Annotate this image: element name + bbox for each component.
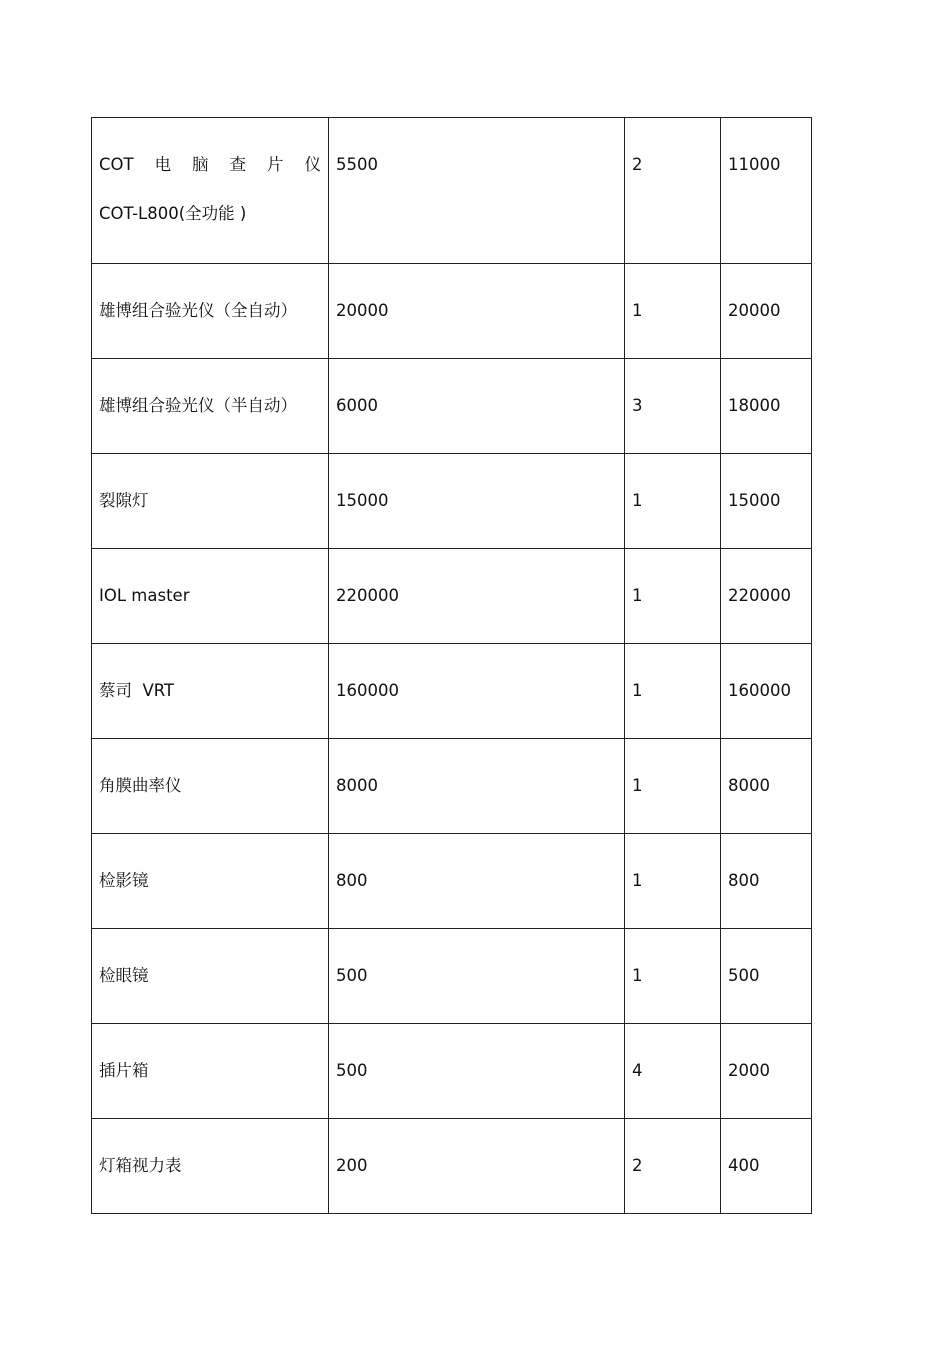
total-cell: 400 [721, 1119, 812, 1214]
unit-price-cell: 800 [329, 834, 625, 929]
unit-price-cell: 160000 [329, 644, 625, 739]
unit-price-cell: 220000 [329, 549, 625, 644]
quantity-cell [625, 118, 721, 264]
item-name-cell: 蔡司 VRT [92, 644, 329, 739]
unit-price-cell: 500 [329, 1024, 625, 1119]
unit-price-cell: 8000 [329, 739, 625, 834]
item-name-part: 仪 [304, 154, 321, 174]
quantity-cell: 1 [625, 549, 721, 644]
quantity-cell: 2 [625, 1119, 721, 1214]
total-cell: 15000 [721, 454, 812, 549]
unit-price-cell [329, 118, 625, 264]
total-cell: 500 [721, 929, 812, 1024]
total-cell: 2000 [721, 1024, 812, 1119]
unit-price-cell: 20000 [329, 264, 625, 359]
total-cell: 220000 [721, 549, 812, 644]
table-row [92, 454, 812, 549]
table-row [92, 264, 812, 359]
total-cell: 800 [721, 834, 812, 929]
item-name-cell: 裂隙灯 [92, 454, 329, 549]
total-cell: 160000 [721, 644, 812, 739]
unit-price: 5500 [336, 154, 378, 174]
quantity-cell: 3 [625, 359, 721, 454]
item-name-cell: 角膜曲率仪 [92, 739, 329, 834]
quantity-cell: 1 [625, 929, 721, 1024]
unit-price-cell: 200 [329, 1119, 625, 1214]
item-name-cell: 雄博组合验光仪（全自动） [92, 264, 329, 359]
table-row [92, 739, 812, 834]
item-name-cell: IOL master [92, 549, 329, 644]
unit-price-cell: 6000 [329, 359, 625, 454]
quantity-cell: 1 [625, 834, 721, 929]
table-row [92, 834, 812, 929]
item-name-cell: 灯箱视力表 [92, 1119, 329, 1214]
unit-price-cell: 500 [329, 929, 625, 1024]
table-row [92, 549, 812, 644]
table-row [92, 929, 812, 1024]
table-row [92, 359, 812, 454]
equipment-table [91, 117, 812, 1214]
item-name-part: COT [99, 154, 134, 174]
item-name-part: 片 [266, 154, 284, 174]
total: 11000 [728, 154, 781, 174]
quantity-cell: 1 [625, 454, 721, 549]
item-name-part: 脑 [192, 154, 209, 174]
item-name-cell: 插片箱 [92, 1024, 329, 1119]
item-name-part: 电 [154, 154, 172, 174]
quantity-cell: 1 [625, 644, 721, 739]
table-row [92, 118, 812, 264]
quantity-cell: 1 [625, 739, 721, 834]
item-name-part: 查 [229, 154, 246, 174]
table-row [92, 1119, 812, 1214]
item-name-cell: 检影镜 [92, 834, 329, 929]
quantity: 2 [632, 154, 643, 174]
item-name-cell: 检眼镜 [92, 929, 329, 1024]
total-cell: 20000 [721, 264, 812, 359]
item-name-line1 [99, 155, 321, 175]
table-row [92, 1024, 812, 1119]
quantity-cell: 1 [625, 264, 721, 359]
quantity-cell: 4 [625, 1024, 721, 1119]
total-cell: 18000 [721, 359, 812, 454]
total-cell [721, 118, 812, 264]
table-row [92, 644, 812, 739]
item-name-cell: 雄博组合验光仪（半自动） [92, 359, 329, 454]
item-name-cell [92, 118, 329, 264]
unit-price-cell: 15000 [329, 454, 625, 549]
total-cell: 8000 [721, 739, 812, 834]
item-name-line2: COT-L800(全功能 ) [99, 203, 247, 223]
